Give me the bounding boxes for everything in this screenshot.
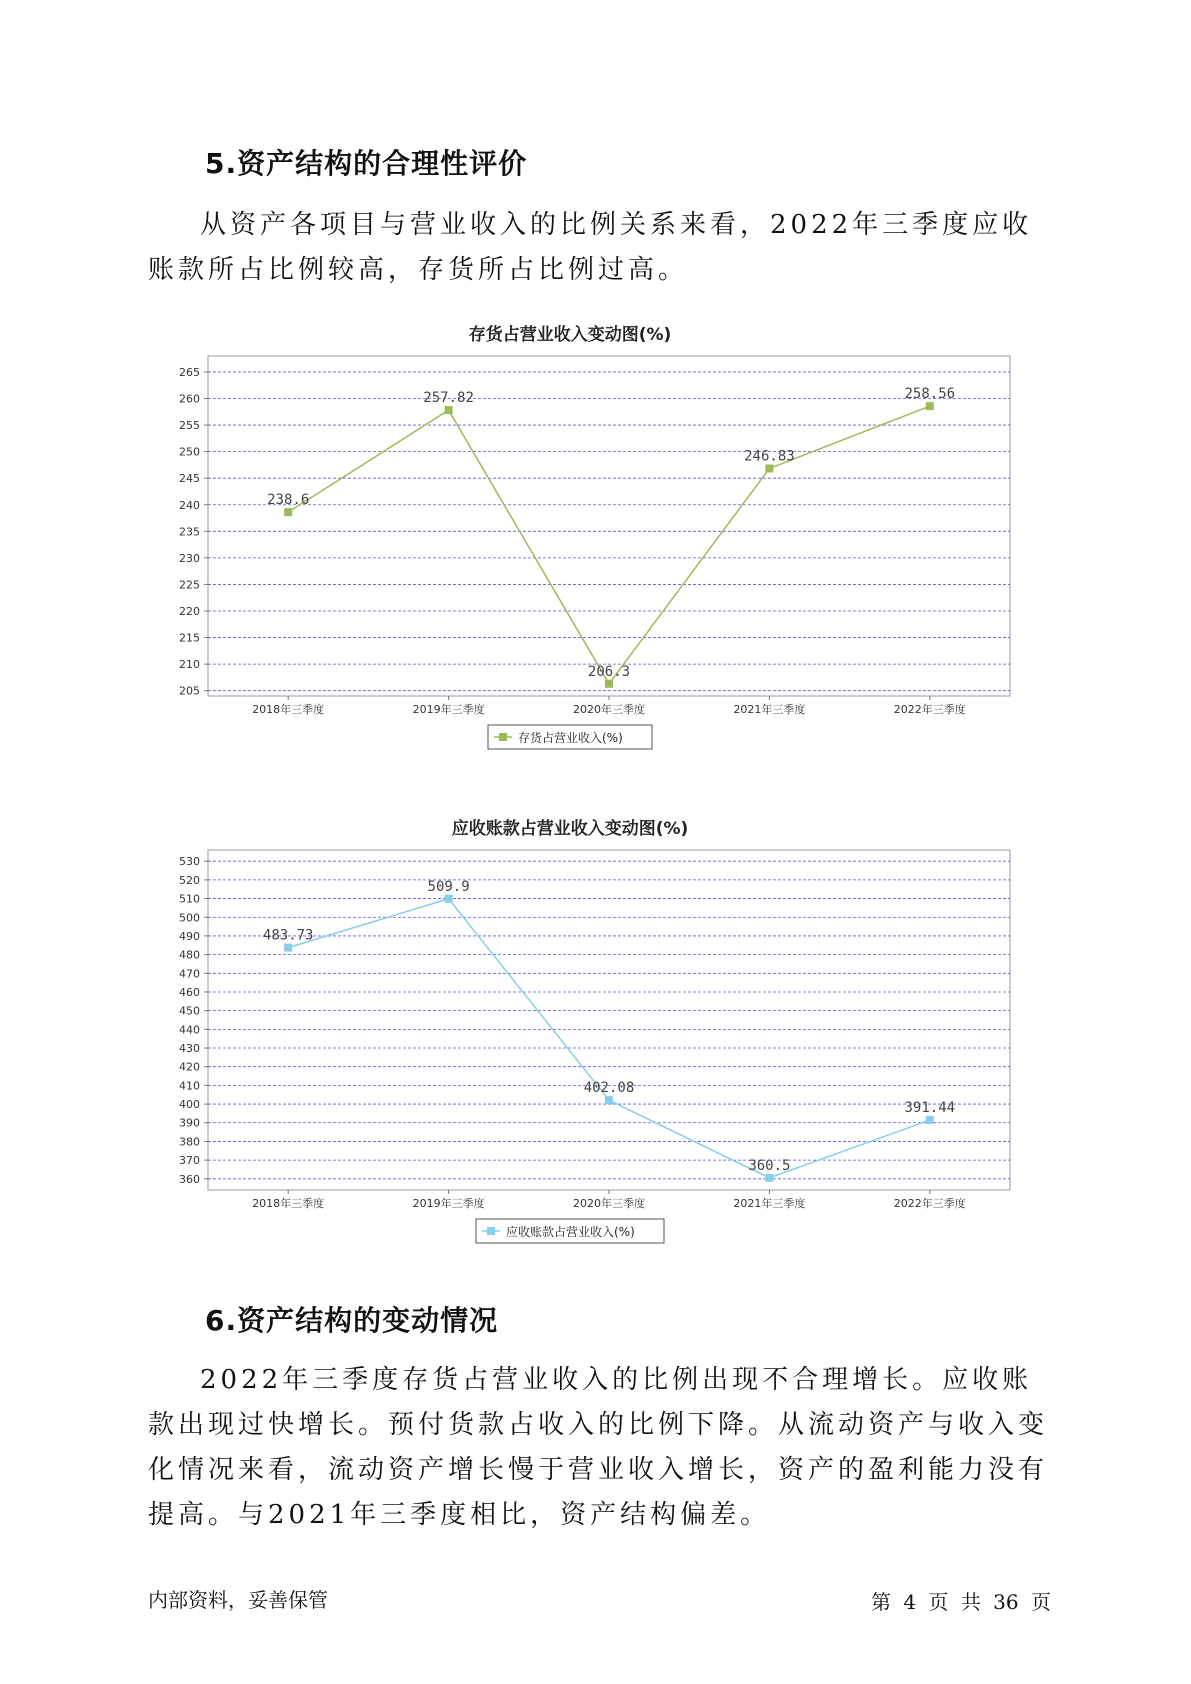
data-point [765,1174,773,1182]
data-label: 360.5 [748,1157,791,1174]
data-label: 483.73 [262,927,314,944]
y-tick-label: 370 [179,1154,200,1168]
y-tick-label: 245 [179,472,200,486]
section-5-heading: 5.资产结构的合理性评价 [205,147,528,180]
data-label: 257.82 [423,390,474,407]
y-tick-label: 240 [179,498,200,512]
y-tick-label: 225 [179,578,200,592]
legend-label: 存货占营业收入(%) [518,731,623,745]
y-tick-label: 510 [179,892,200,906]
y-tick-label: 250 [179,445,200,459]
data-point [284,944,292,952]
data-label: 246.83 [744,448,795,465]
y-tick-label: 410 [179,1079,200,1093]
inventory-ratio-chart [150,318,1050,778]
receivables-ratio-chart [150,812,1050,1272]
legend-label: 应收账款占营业收入(%) [506,1225,635,1239]
x-tick-label: 2022年三季度 [893,1197,966,1210]
x-tick-label: 2018年三季度 [252,703,325,716]
section-6-paragraph: 2022年三季度存货占营业收入的比例出现不合理增长。应收账款出现过快增长。预付货款占收入的比例下降。从流动资产与收入变化情况来看，流动资产增长慢于营业收入增长，资产的盈利能力没有提高。与2021年三季度相比，资产结构偏差。 [148,1365,1049,1530]
x-tick-label: 2020年三季度 [573,703,645,716]
y-tick-label: 460 [179,985,200,999]
data-point [284,508,292,516]
x-tick-label: 2019年三季度 [412,703,485,716]
section-6-heading: 6.资产结构的变动情况 [205,1304,499,1337]
y-tick-label: 440 [179,1023,200,1037]
y-tick-label: 490 [179,929,200,943]
chart-title: 存货占营业收入变动图(%) [468,325,672,345]
y-tick-label: 230 [179,551,200,565]
y-tick-label: 255 [179,419,200,433]
y-tick-label: 500 [179,911,200,925]
receivables-ratio-chart-svg [150,812,1050,1272]
data-point [445,895,453,903]
y-tick-label: 360 [179,1172,200,1186]
data-point [445,406,453,414]
data-point [765,464,773,472]
data-point [926,1116,934,1124]
y-tick-label: 210 [179,658,200,672]
y-tick-label: 205 [179,684,200,698]
footer-confidential-note: 内部资料，妥善保管 [148,1588,328,1612]
data-label: 509.9 [427,878,470,895]
y-tick-label: 480 [179,948,200,962]
plot-area [208,356,1010,696]
x-tick-label: 2021年三季度 [733,703,806,716]
section-5-paragraph: 从资产各项目与营业收入的比例关系来看，2022年三季度应收账款所占比例较高，存货所占比例过高。 [148,210,1033,285]
y-tick-label: 450 [179,1004,200,1018]
y-tick-label: 260 [179,392,200,406]
data-label: 391.44 [904,1100,956,1117]
y-tick-label: 400 [179,1098,200,1112]
data-label: 402.08 [583,1080,635,1097]
chart-title: 应收账款占营业收入变动图(%) [451,819,689,839]
y-tick-label: 235 [179,525,200,539]
x-tick-label: 2021年三季度 [733,1197,806,1210]
x-tick-label: 2020年三季度 [573,1197,645,1210]
y-tick-label: 390 [179,1116,200,1130]
data-label: 258.56 [904,386,956,403]
x-tick-label: 2022年三季度 [893,703,966,716]
legend-marker [499,733,507,741]
x-tick-label: 2019年三季度 [412,1197,485,1210]
y-tick-label: 380 [179,1135,200,1149]
y-tick-label: 530 [179,855,200,869]
y-tick-label: 265 [179,365,200,379]
inventory-ratio-chart-svg [150,318,1050,778]
data-label: 206.3 [587,663,631,680]
plot-area [208,850,1010,1190]
x-tick-label: 2018年三季度 [252,1197,325,1210]
data-point [926,402,934,410]
y-tick-label: 470 [179,967,200,981]
data-point [605,1096,613,1104]
y-tick-label: 520 [179,873,200,887]
data-label: 238.6 [267,492,310,509]
y-tick-label: 220 [179,605,200,618]
y-tick-label: 420 [179,1060,200,1074]
data-point [605,680,613,688]
y-tick-label: 430 [179,1042,200,1056]
y-tick-label: 215 [179,631,200,645]
footer-page-number: 第 4 页 共 36 页 [871,1590,1051,1614]
legend-marker [487,1227,495,1235]
